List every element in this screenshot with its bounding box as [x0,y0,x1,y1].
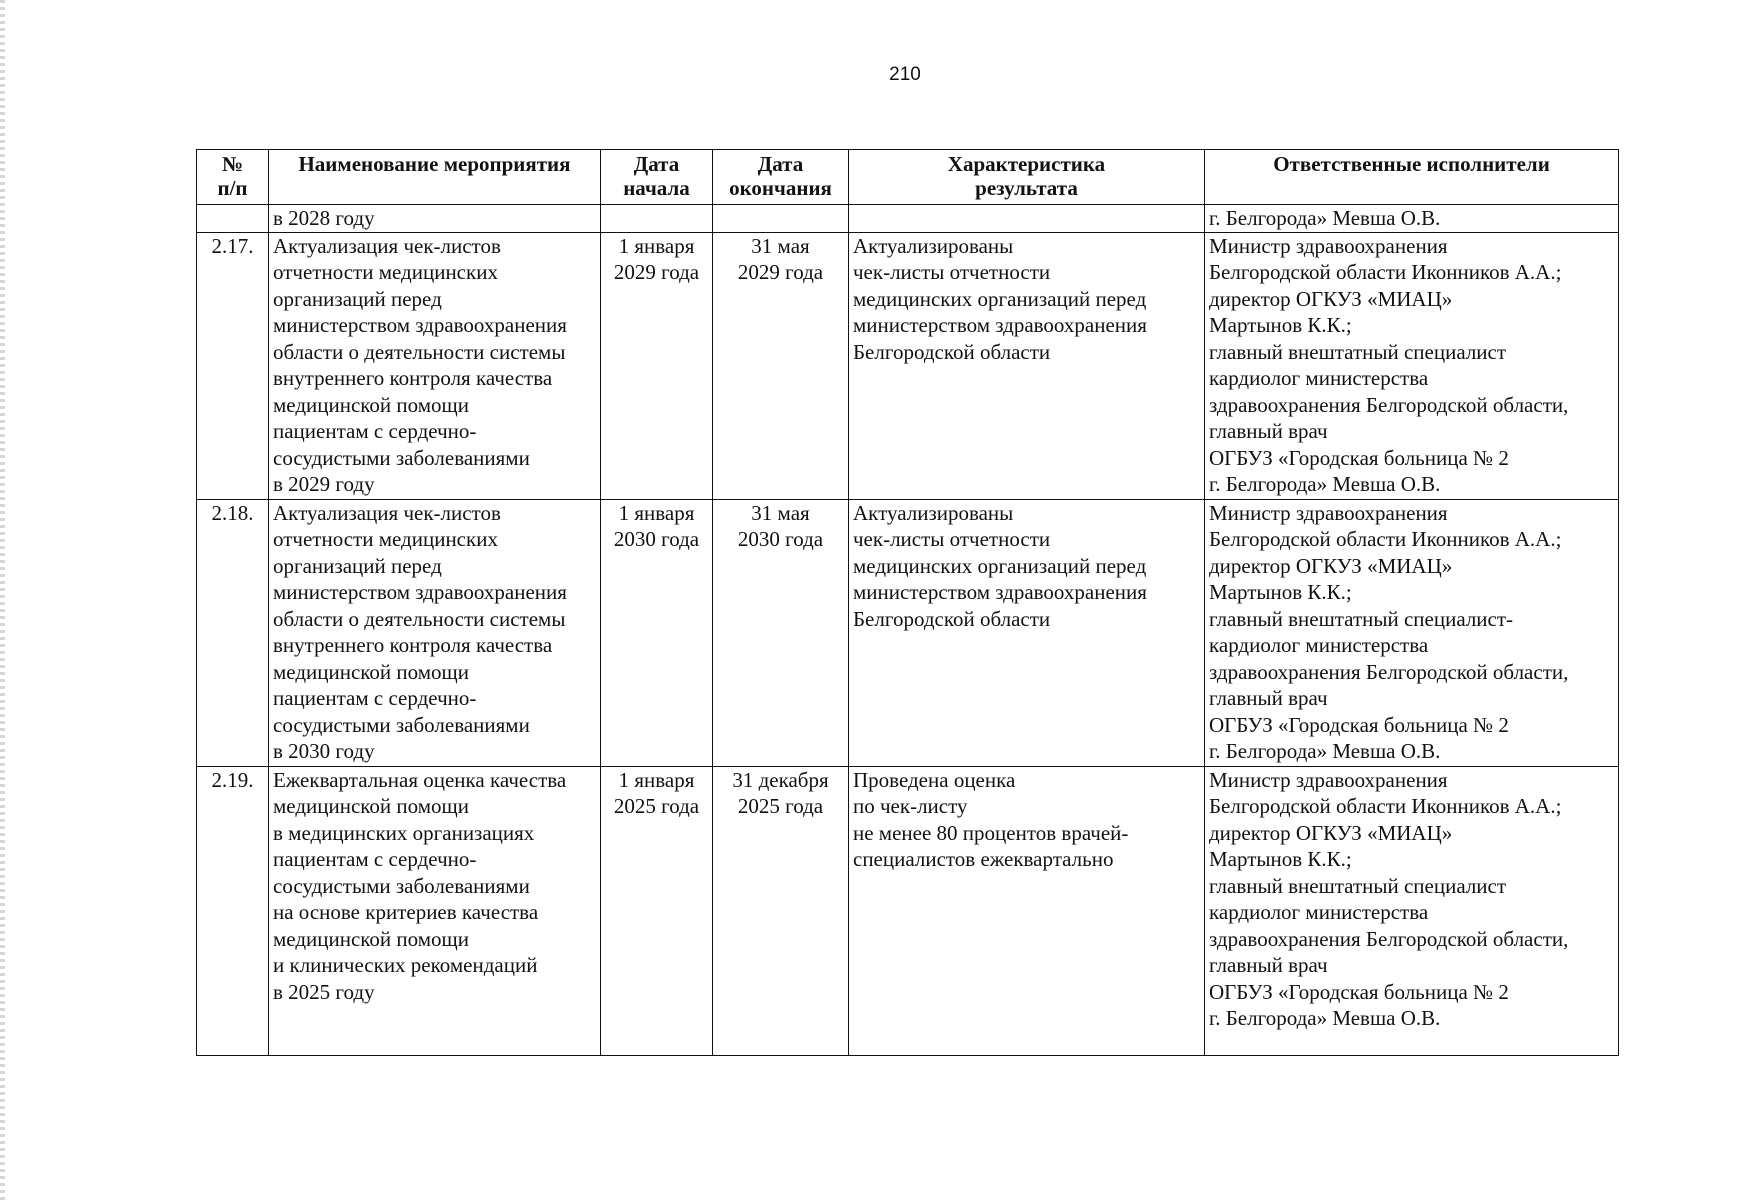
cell-line: Проведена оценка [853,767,1016,792]
cell-start [601,205,713,233]
cell-line: 31 декабря [732,767,829,792]
cell-line: сосудистыми заболеваниями [273,712,530,737]
cell-line: Ежеквартальная оценка качества [273,767,567,792]
cell-line: отчетности медицинских [273,260,498,284]
cell-line: Актуализация чек-листов [273,500,501,525]
cell-line: Характеристика [947,152,1106,176]
cell-line: главный врач [1209,953,1328,977]
cell-line: министерством здравоохранения [273,313,567,337]
header-responsible [1205,150,1619,205]
cell-line: и клинических рекомендаций [273,953,538,977]
cell-line: здравоохранения Белгородской области, [1209,926,1569,951]
cell-line: не менее 80 процентов врачей- [853,820,1129,845]
cell-num: 2.17. [197,232,269,499]
cell-line: медицинской помощи [273,926,469,951]
cell-line: Актуализированы [853,233,1014,258]
cell-num: 2.18. [197,499,269,766]
cell-end [713,766,849,1055]
cell-start [601,499,713,766]
cell-line: директор ОГКУЗ «МИАЦ» [1209,820,1453,845]
cell-line: в 2025 году [273,979,375,1004]
cell-line: кардиолог министерства [1209,633,1429,657]
cell-line: Актуализированы [853,500,1014,525]
table-row [197,232,1619,499]
cell-line: 1 января [618,233,695,258]
cell-line: Белгородской области [853,339,1051,364]
cell-line: отчетности медицинских [273,527,498,551]
table-header-row [197,150,1619,205]
cell-line: в 2029 году [273,472,375,496]
cell-line: в 2028 году [273,206,375,230]
cell-line: министерством здравоохранения [853,580,1147,604]
table-row [197,499,1619,766]
cell-line: Дата [757,152,804,176]
cell-line: организаций перед [273,286,442,311]
cell-line: 2029 года [737,260,824,284]
cell-name [269,232,601,499]
cell-line: главный внештатный специалист- [1209,606,1514,631]
cell-end [713,232,849,499]
cell-name [269,766,601,1055]
cell-result [849,499,1205,766]
cell-name [269,499,601,766]
cell-line: чек-листы отчетности [853,260,1051,284]
cell-line: директор ОГКУЗ «МИАЦ» [1209,286,1453,311]
cell-line: сосудистыми заболеваниями [273,873,530,898]
cell-line: директор ОГКУЗ «МИАЦ» [1209,553,1453,578]
cell-line: г. Белгорода» Мевша О.В. [1209,472,1441,496]
cell-line: пациентам с сердечно- [273,419,477,443]
cell-line: медицинской помощи [273,659,469,684]
cell-line: Министр здравоохранения [1209,500,1448,525]
cell-line: специалистов ежеквартально [853,847,1114,871]
cell-line: 2030 года [613,527,700,551]
cell-name [269,205,601,233]
cell-line: медицинских организаций перед [853,286,1147,311]
cell-line: Актуализация чек-листов [273,233,501,258]
header-end-date [713,150,849,205]
cell-responsible [1205,232,1619,499]
cell-line: Наименование мероприятия [298,152,571,176]
cell-line: пациентам с сердечно- [273,847,477,871]
cell-line: главный внештатный специалист [1209,873,1507,898]
cell-line: здравоохранения Белгородской области, [1209,659,1569,684]
cell-line: 2025 года [613,794,700,818]
cell-line: Белгородской области Иконников А.А.; [1209,794,1562,818]
cell-line: г. Белгорода» Мевша О.В. [1209,1006,1441,1030]
table-row-continuation [197,205,1619,233]
cell-line: организаций перед [273,553,442,578]
cell-line: Мартынов К.К.; [1209,847,1352,871]
cell-result [849,766,1205,1055]
cell-line: 2029 года [613,260,700,284]
cell-line: 1 января [618,500,695,525]
cell-line: сосудистыми заболеваниями [273,445,530,470]
cell-line: п/п [217,176,248,200]
cell-line: Министр здравоохранения [1209,233,1448,258]
cell-line: 31 мая [751,500,810,525]
cell-line: в 2030 году [273,739,375,763]
cell-end [713,499,849,766]
cell-line: окончания [729,176,832,200]
cell-result [849,232,1205,499]
cell-start [601,766,713,1055]
cell-line: главный внештатный специалист [1209,339,1507,364]
activity-table [196,149,1619,1056]
header-result [849,150,1205,205]
cell-result [849,205,1205,233]
cell-num: 2.19. [197,766,269,1055]
cell-line: 1 января [618,767,695,792]
cell-line: Ответственные исполнители [1273,152,1550,176]
cell-line: внутреннего контроля качества [273,366,553,390]
cell-line: Белгородской области Иконников А.А.; [1209,260,1562,284]
cell-responsible [1205,205,1619,233]
cell-line: Белгородской области Иконников А.А.; [1209,527,1562,551]
cell-line: начала [623,176,690,200]
cell-line: пациентам с сердечно- [273,686,477,710]
cell-line: области о деятельности системы [273,606,566,631]
cell-line: на основе критериев качества [273,900,539,924]
cell-line: кардиолог министерства [1209,900,1429,924]
header-num [197,150,269,205]
cell-line: по чек-листу [853,794,968,818]
cell-line: медицинской помощи [273,794,469,818]
cell-line: 31 мая [751,233,810,258]
cell-line: внутреннего контроля качества [273,633,553,657]
cell-line: г. Белгорода» Мевша О.В. [1209,739,1441,763]
cell-line: ОГБУЗ «Городская больница № 2 [1209,712,1509,737]
cell-line: главный врач [1209,419,1328,443]
cell-responsible [1205,499,1619,766]
header-start-date [601,150,713,205]
cell-line: медицинских организаций перед [853,553,1147,578]
cell-num [197,205,269,233]
header-name [269,150,601,205]
cell-line: министерством здравоохранения [853,313,1147,337]
cell-line: результата [975,176,1078,200]
page-number: 210 [889,64,921,85]
cell-end [713,205,849,233]
cell-line: в медицинских организациях [273,820,535,845]
cell-line: области о деятельности системы [273,339,566,364]
cell-line: Мартынов К.К.; [1209,313,1352,337]
cell-line: кардиолог министерства [1209,366,1429,390]
cell-line: чек-листы отчетности [853,527,1051,551]
cell-line: № [221,152,244,176]
cell-line: г. Белгорода» Мевша О.В. [1209,206,1441,230]
cell-line: Дата [633,152,680,176]
scan-edge [0,0,5,1200]
cell-responsible [1205,766,1619,1055]
cell-line: 2030 года [737,527,824,551]
cell-line: медицинской помощи [273,392,469,417]
table-row [197,766,1619,1055]
cell-line: главный врач [1209,686,1328,710]
cell-line: Министр здравоохранения [1209,767,1448,792]
cell-line: ОГБУЗ «Городская больница № 2 [1209,445,1509,470]
cell-start [601,232,713,499]
cell-line: Белгородской области [853,606,1051,631]
cell-line: министерством здравоохранения [273,580,567,604]
cell-line: Мартынов К.К.; [1209,580,1352,604]
cell-line: здравоохранения Белгородской области, [1209,392,1569,417]
cell-line: ОГБУЗ «Городская больница № 2 [1209,979,1509,1004]
cell-line: 2025 года [737,794,824,818]
